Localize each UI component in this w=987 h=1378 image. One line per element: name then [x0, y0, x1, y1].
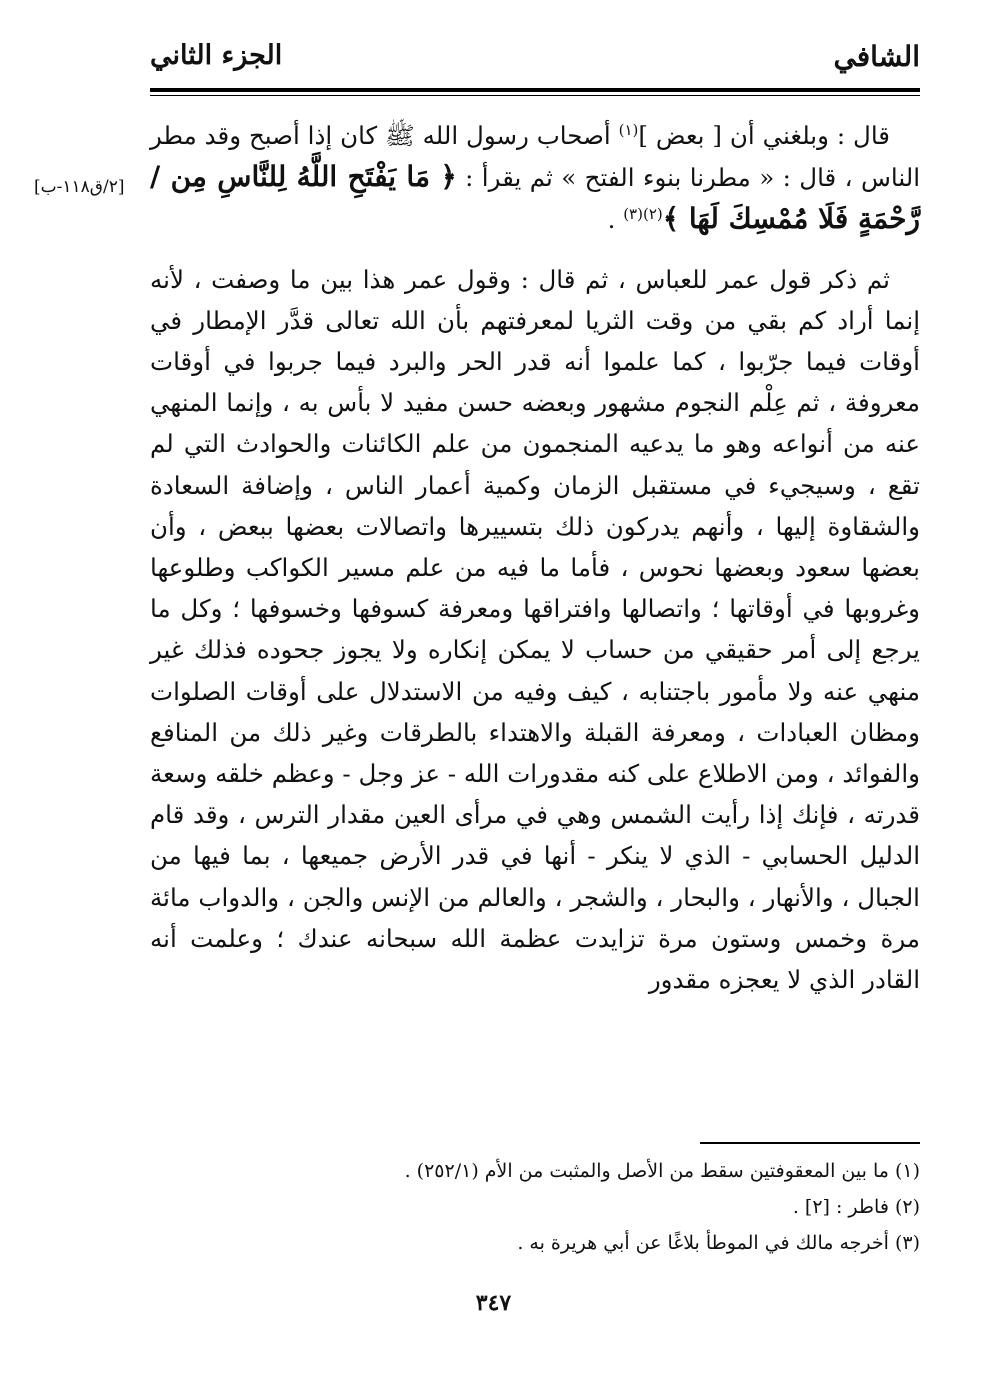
part-title: الجزء الثاني — [150, 40, 283, 71]
page-header — [150, 40, 920, 82]
paragraph-1-text-c: . — [607, 205, 624, 235]
paragraph-1-text-b: أصحاب رسول الله ﷺ كان إذا أصبح وقد مطر الناس ، قال : « مطرنا بنوء الفتح » ثم يقرأ : — [150, 121, 921, 193]
main-text — [150, 115, 920, 1000]
footnote-2: (٢) فاطر : [٢] . — [792, 1196, 920, 1218]
header-rule-thick — [150, 88, 920, 92]
footnote-marker-2-3: (٢)(٣) — [623, 205, 663, 224]
footnote-3: (٣) أخرجه مالك في الموطأ بلاغًا عن أبي هريرة به . — [517, 1232, 920, 1254]
paragraph-1 — [150, 115, 920, 241]
quran-verse: ﴿ مَا يَفْتَحِ اللَّهُ لِلنَّاسِ مِن / رَّحْمَةٍ فَلَا مُمْسِكَ لَهَا ﴾ — [150, 160, 920, 236]
paragraph-2-text: ثم ذكر قول عمر للعباس ، ثم قال : وقول عمر هذا بين ما وصفت ، لأنه إنما أراد كم بقي من وقت الثريا لمعرفتهم بأن الله تعالى قدَّر الإمطار في أوقات فيما جرّبوا ، كما علموا أنه قدر الحر والبرد فيما جربوا في أوقات معروفة ، ثم عِلْم النجوم مشهور وبعضه حسن مفيد لا بأس به ، وإنما المنهي عنه من أنواعه وهو ما يدعيه المنجمون من علم الكائنات والحوادث التي لم تقع ، وسيجيء في مستقبل الزمان وكمية أعمار الناس ، وإضافة السعادة والشقاوة إليها ، وأنهم يدركون ذلك بتسييرها واتصالات بعضها ببعض ، وأن بعضها سعود وبعضها نحوس ، فأما ما فيه من علم مسير الكواكب وطلوعها وغروبها في أوقاتها ؛ واتصالها وافتراقها ومعرفة كسوفها وخسوفها ؛ وكل ما يرجع إلى أمر حقيقي من حساب لا يمكن إنكاره ولا يجوز جحوده فذلك غير منهي عنه ولا مأمور باجتنابه ، كيف وفيه من الاستدلال على أوقات الصلوات ومظان العبادات ، ومعرفة القبلة والاهتداء بالطرقات وغير ذلك من المنافع والفوائد ، ومن الاطلاع على كنه مقدورات الله - عز وجل - وعظم خلقه وسعة قدرته ، فإنك إذا رأيت الشمس وهي في مرأى العين مقدار الترس ، وقد قام الدليل الحسابي - الذي لا ينكر - أنها في قدر الأرض جميعها ، بما فيها من الجبال ، والأنهار ، والبحار ، والشجر ، والعالم من الإنس والجن ، والدواب مائة مرة وخمس وستون مرة تزايدت عظمة الله سبحانه عندك ؛ وعلمت أنه القادر الذي لا يعجزه مقدور — [150, 264, 921, 995]
footnote-1: (١) ما بين المعقوفتين سقط من الأصل والمثبت من الأم (٢٥٢/١) . — [404, 1160, 920, 1182]
paragraph-1-text-a: قال : وبلغني أن [ بعض ] — [638, 121, 890, 150]
page-number: ٣٤٧ — [475, 1290, 512, 1316]
footnotes — [150, 1153, 920, 1261]
header-rule-thin — [150, 95, 920, 96]
footnote-divider — [700, 1142, 920, 1144]
manuscript-margin-reference: [٢/ق١١٨-ب] — [34, 177, 125, 197]
footnote-marker-1: (١) — [618, 120, 639, 139]
book-title: الشافي — [833, 40, 920, 73]
paragraph-2 — [150, 259, 920, 1001]
